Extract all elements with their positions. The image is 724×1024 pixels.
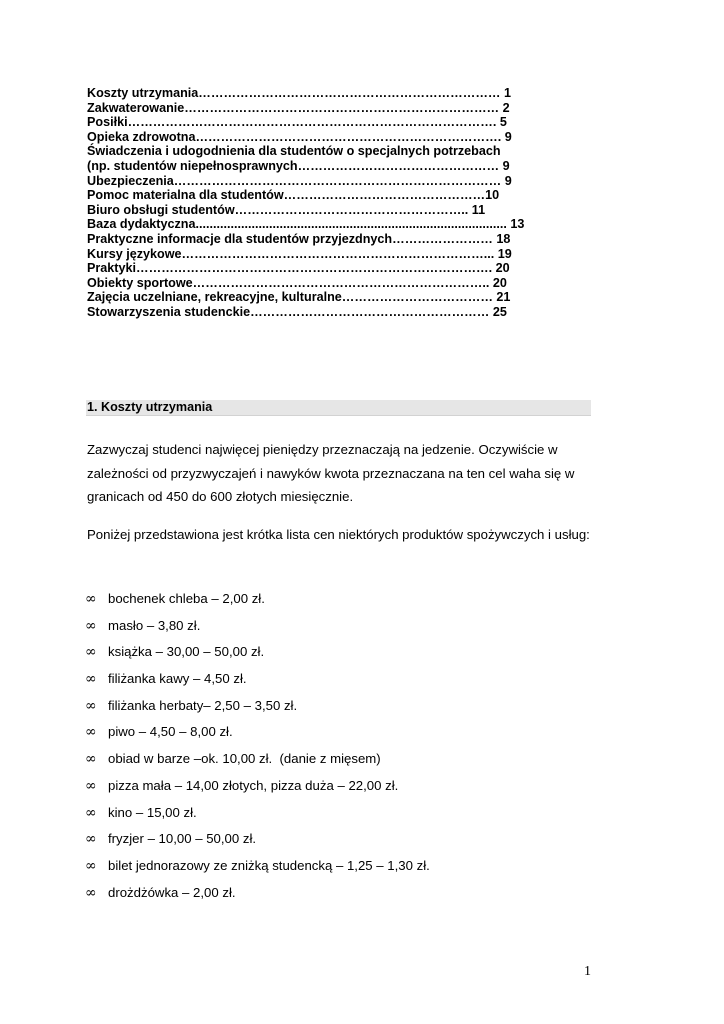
toc-entry-opieka-zdrowotna[interactable]: Opieka zdrowotna………………………………………………………………. 9 xyxy=(87,129,512,144)
list-item-text: bilet jednorazowy ze zniżką studencką – 1,25 – 1,30 zł. xyxy=(108,857,430,873)
toc-entry-obiekty-sportowe[interactable]: Obiekty sportowe…………………………………………………………….. 20 xyxy=(87,275,507,290)
infinity-bullet-icon: ∞ xyxy=(85,591,97,607)
toc-entry-koszty-utrzymania[interactable]: Koszty utrzymania……………………………………………………………… 1 xyxy=(87,86,512,100)
list-item-text: pizza mała – 14,00 złotych, pizza duża – 22,00 zł. xyxy=(108,777,399,793)
toc-entry-stowarzyszenia[interactable]: Stowarzyszenia studenckie………………………………………………… 25 xyxy=(87,304,507,319)
toc-entry-informacje-przyjezdni[interactable]: Praktyczne informacje dla studentów przyjezdnych…………………… 18 xyxy=(87,231,511,246)
list-item xyxy=(85,803,430,830)
list-item xyxy=(85,696,430,723)
price-list xyxy=(85,589,430,909)
list-item-text: książka – 30,00 – 50,00 zł. xyxy=(108,644,265,660)
price-list-intro: Poniżej przedstawiona jest krótka lista cen niektórych produktów spożywczych i usług: xyxy=(87,527,590,542)
list-item-text: drożdżówka – 2,00 zł. xyxy=(108,884,236,900)
list-item-text: obiad w barze –ok. 10,00 zł. (danie z mięsem) xyxy=(108,751,381,767)
toc-entry-baza-dydaktyczna[interactable]: Baza dydaktyczna......................................................................................... 13 xyxy=(87,217,525,232)
infinity-bullet-icon: ∞ xyxy=(85,831,97,848)
table-of-contents xyxy=(87,86,547,320)
toc-entry-pomoc-materialna[interactable]: Pomoc materialna dla studentów…………………………………………10 xyxy=(87,188,500,203)
infinity-bullet-icon: ∞ xyxy=(85,671,97,688)
list-item xyxy=(85,616,430,643)
infinity-bullet-icon: ∞ xyxy=(85,777,97,794)
toc-entry-zajecia[interactable]: Zajęcia uczelniane, rekreacyjne, kulturalne……………………………… 21 xyxy=(87,290,511,305)
list-item-text: masło – 3,80 zł. xyxy=(108,617,201,633)
list-item xyxy=(85,749,430,776)
list-item xyxy=(85,722,430,749)
infinity-bullet-icon: ∞ xyxy=(85,804,97,821)
toc-entry-biuro-obslugi[interactable]: Biuro obsługi studentów……………………………………………….. 11 xyxy=(87,202,486,217)
toc-entry-swiadczenia[interactable]: Świadczenia i udogodnienia dla studentów o specjalnych potrzebach xyxy=(87,144,501,159)
list-item xyxy=(85,642,430,669)
list-item xyxy=(85,883,430,910)
list-item-text: fryzjer – 10,00 – 50,00 zł. xyxy=(108,831,257,847)
toc-entry-praktyki[interactable]: Praktyki…………………………………………………………………………. 20 xyxy=(87,261,510,276)
infinity-bullet-icon: ∞ xyxy=(85,724,97,741)
list-item-text: piwo – 4,50 – 8,00 zł. xyxy=(108,724,233,740)
toc-entry-kursy-jezykowe[interactable]: Kursy językowe………………………………………………………………... 19 xyxy=(87,246,512,261)
toc-entry-posilki[interactable]: Posiłki……………………………………………………………………………. 5 xyxy=(87,115,507,130)
list-item xyxy=(85,776,430,803)
infinity-bullet-icon: ∞ xyxy=(85,617,97,634)
list-item-text: filiżanka herbaty– 2,50 – 3,50 zł. xyxy=(108,697,298,713)
list-item-text: bochenek chleba – 2,00 zł. xyxy=(108,591,265,606)
toc-entry-swiadczenia-cont[interactable]: (np. studentów niepełnosprawnych………………………………………… 9 xyxy=(87,158,510,173)
toc-entry-ubezpieczenia[interactable]: Ubezpieczenia…………………………………………………………………… 9 xyxy=(87,173,512,188)
list-item xyxy=(85,669,430,696)
list-item xyxy=(85,856,430,883)
list-item xyxy=(85,589,430,616)
section-heading: 1. Koszty utrzymania xyxy=(87,400,213,414)
list-item xyxy=(85,829,430,856)
list-item-text: kino – 15,00 zł. xyxy=(108,804,197,820)
section-heading-bar xyxy=(86,400,591,416)
infinity-bullet-icon: ∞ xyxy=(85,644,97,661)
toc-entry-zakwaterowanie[interactable]: Zakwaterowanie………………………………………………………………… 2 xyxy=(87,100,510,115)
infinity-bullet-icon: ∞ xyxy=(85,751,97,768)
list-item-text: filiżanka kawy – 4,50 zł. xyxy=(108,671,247,687)
infinity-bullet-icon: ∞ xyxy=(85,857,97,874)
intro-paragraph: Zazwyczaj studenci najwięcej pieniędzy przeznaczają na jedzenie. Oczywiście w zależności od przyzwyczajeń i nawyków kwota przeznaczana na ten cel waha się w granicach od 450 do 600 złotych miesięcznie. xyxy=(87,442,575,504)
page-number: 1 xyxy=(584,964,591,979)
infinity-bullet-icon: ∞ xyxy=(85,884,97,901)
infinity-bullet-icon: ∞ xyxy=(85,697,97,714)
